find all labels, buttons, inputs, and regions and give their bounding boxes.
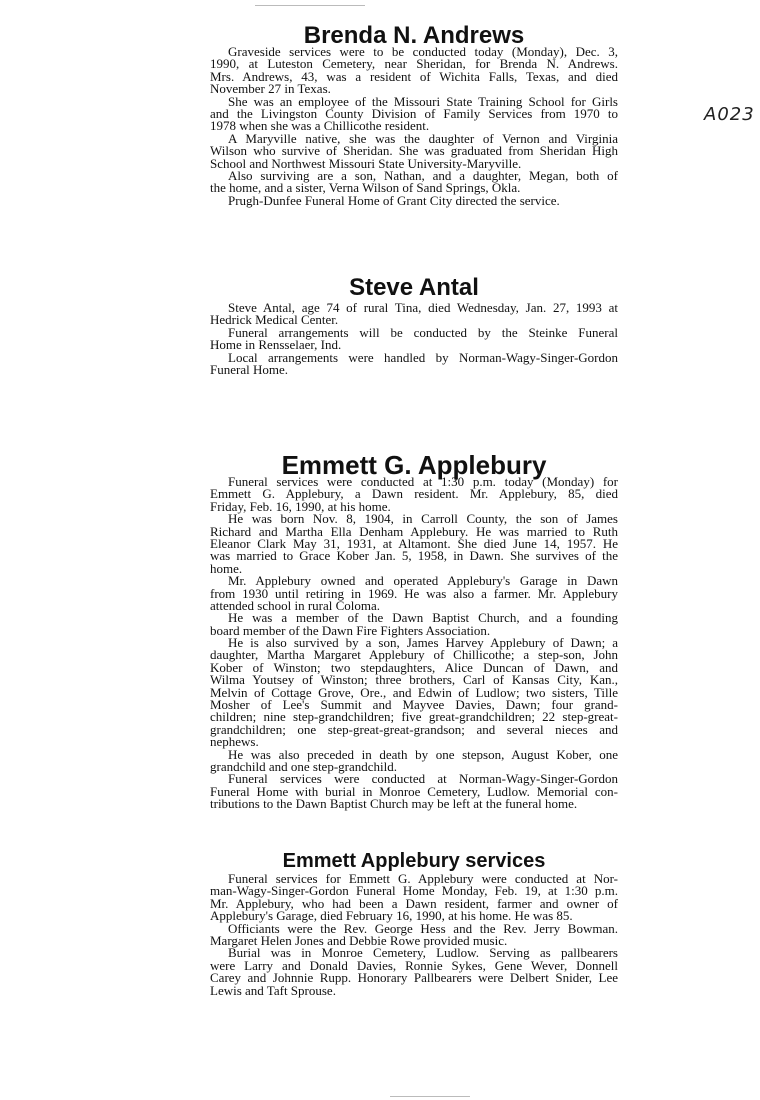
text-line: Burial was in Monroe Cemetery, Ludlow. Serving as pallbearers [228, 945, 618, 961]
text-line: Funeral Home with burial in Monroe Cemetery, Ludlow. Memorial con- [210, 783, 618, 799]
text-line: 1978 when she was a Chillicothe resident. [210, 118, 430, 134]
text-line: the home, and a sister, Verna Wilson of Sand Springs, Okla. [210, 180, 521, 196]
text-line: November 27 in Texas. [210, 81, 331, 97]
text-line: School and Northwest Missouri State University-Maryville. [210, 155, 522, 171]
text-line: He is also survived by a son, James Harvey Applebury of Dawn; a [228, 635, 618, 651]
text-line: A Maryville native, she was the daughter of Vernon and Virginia [228, 130, 618, 146]
article-title: Brenda N. Andrews [303, 22, 525, 49]
text-line: tributions to the Dawn Baptist Church may be left at the funeral home. [210, 796, 578, 812]
text-line: Also surviving are a son, Nathan, and a daughter, Megan, both of [228, 167, 618, 183]
bottom-rule [390, 1096, 470, 1097]
text-line: Richard and Martha Ella Denham Applebury. He was married to Ruth [210, 523, 618, 539]
text-line: Emmett G. Applebury, a Dawn resident. Mr. Applebury, 85, died [210, 486, 618, 502]
text-line: Melvin of Cottage Grove, Ore., and Edwin of Ludlow; two sisters, Tille [210, 684, 618, 700]
article-title: Steve Antal [349, 274, 479, 301]
article-body [210, 46, 618, 207]
text-line: Funeral services for Emmett G. Applebury were conducted at Nor- [228, 871, 618, 886]
text-line: 1990, at Luteston Cemetery, near Sheridan, for Brenda N. Andrews. [210, 56, 618, 72]
text-line: Officiants were the Rev. George Hess and the Rev. Jerry Bowman. [228, 920, 618, 936]
text-line: Applebury's Garage, died February 16, 1990, at his home. He was 85. [210, 908, 573, 924]
text-line: He was a member of the Dawn Baptist Church, and a founding [228, 610, 618, 626]
text-line: were Larry and Donald Davies, Ronnie Sykes, Gene Wever, Donnell [210, 957, 618, 973]
text-line: grandchild and one step-grandchild. [210, 758, 397, 774]
text-line: Steve Antal, age 74 of rural Tina, died Wednesday, Jan. 27, 1993 at [228, 300, 618, 315]
text-line: board member of the Dawn Fire Fighters Association. [210, 622, 491, 638]
text-line: Funeral Home. [210, 361, 288, 377]
text-line: nephews. [210, 734, 259, 750]
text-line: Kober of Winston; two stepdaughters, Alice Duncan of Dawn, and [210, 659, 618, 675]
text-line: children; nine step-grandchildren; five great-grandchildren; 22 step-great- [210, 709, 618, 725]
text-line: He was also preceded in death by one stepson, August Kober, one [228, 746, 618, 762]
top-rule [255, 5, 365, 6]
text-line: Funeral services were conducted at 1:30 p.m. today (Monday) for [228, 474, 618, 489]
article-body [210, 302, 618, 376]
text-line: daughter, Martha Margaret Applebury of Chillicothe; a step-son, John [210, 647, 618, 663]
text-line: Prugh-Dunfee Funeral Home of Grant City directed the service. [228, 192, 560, 208]
text-line: grandchildren; one step-great-great-grandson; and several nieces and [210, 721, 618, 737]
article-body [210, 476, 618, 811]
text-line: Wilson who survive of Sheridan. She was graduated from Sheridan High [210, 143, 618, 159]
text-line: Local arrangements were handled by Norman-Wagy-Singer-Gordon [228, 349, 618, 365]
text-line: She was an employee of the Missouri State Training School for Girls [228, 93, 618, 109]
text-line: home. [210, 560, 243, 576]
text-line: Mrs. Andrews, 43, was a resident of Wichita Falls, Texas, and died [210, 68, 618, 84]
text-line: He was born Nov. 8, 1904, in Carroll County, the son of James [228, 511, 618, 527]
text-line: Home in Rensselaer, Ind. [210, 337, 342, 353]
text-line: Eleanor Clark May 31, 1931, at Altamont. She died June 14, 1957. He [210, 535, 618, 551]
text-line: from 1930 until retiring in 1969. He was also a farmer. Mr. Applebury [210, 585, 618, 601]
text-line: Funeral services were conducted at Norman-Wagy-Singer-Gordon [228, 771, 618, 787]
text-line: Mr. Applebury owned and operated Applebury's Garage in Dawn [228, 573, 618, 589]
article-title: Emmett G. Applebury [281, 450, 547, 480]
text-line: and the Livingston County Division of Family Services from 1970 to [210, 105, 618, 121]
text-line: attended school in rural Coloma. [210, 597, 381, 613]
text-line: Hedrick Medical Center. [210, 312, 339, 328]
text-line: Lewis and Taft Sprouse. [210, 982, 336, 998]
article-body [210, 873, 618, 997]
text-line: Graveside services were to be conducted today (Monday), Dec. 3, [228, 44, 618, 59]
text-line: Margaret Helen Jones and Debbie Rowe provided music. [210, 932, 508, 948]
text-line: Wilma Youtsey of Winston; three brothers, Carl of Kansas City, Kan., [210, 672, 618, 688]
text-line: Mosher of Lee's Summit and Mayvee Davies, Dawn; four grand- [210, 697, 618, 713]
article-title: Emmett Applebury services [282, 850, 546, 872]
text-line: man-Wagy-Singer-Gordon Funeral Home Monday, Feb. 19, at 1:30 p.m. [210, 883, 618, 899]
text-line: Funeral arrangements will be conducted by the Steinke Funeral [228, 324, 618, 340]
text-line: was married to Grace Kober Jan. 5, 1958, in Dawn. She survives of the [210, 548, 618, 564]
text-line: Friday, Feb. 16, 1990, at his home. [210, 498, 391, 514]
text-line: Carey and Johnnie Rupp. Honorary Pallbearers were Delbert Snider, Lee [210, 970, 618, 986]
text-line: Mr. Applebury, who had been a Dawn resident, farmer and owner of [210, 895, 618, 911]
handwritten-archive-number: A023 [704, 104, 755, 125]
